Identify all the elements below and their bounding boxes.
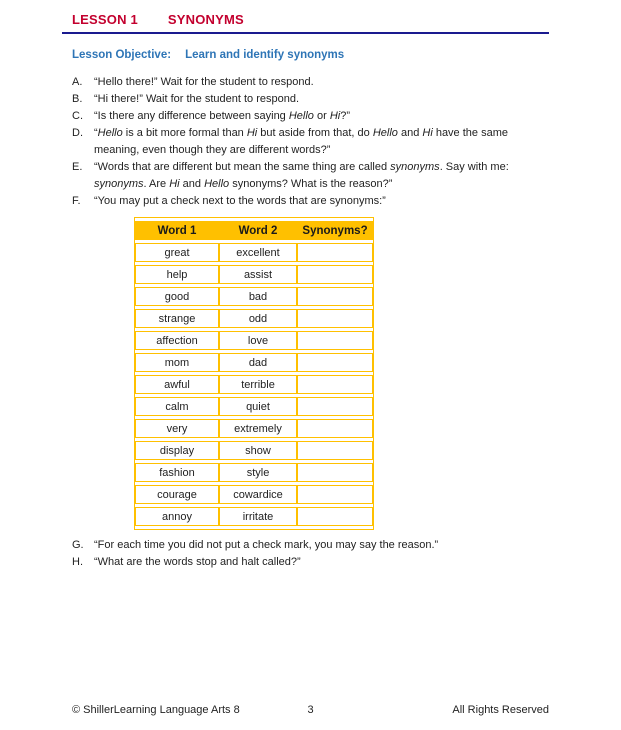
synonyms-check-cell bbox=[297, 265, 373, 284]
word-cell: courage bbox=[135, 485, 219, 504]
synonyms-table-body bbox=[135, 243, 373, 526]
table-row bbox=[135, 507, 373, 526]
list-item bbox=[72, 537, 549, 554]
word-cell: assist bbox=[219, 265, 297, 284]
lesson-objective bbox=[62, 49, 549, 61]
list-item-letter: A. bbox=[72, 76, 83, 88]
column-header-word-1: Word 1 bbox=[135, 221, 219, 240]
word-cell: calm bbox=[135, 397, 219, 416]
list-item-text: “Is there any difference between saying Hello or Hi?” bbox=[94, 110, 351, 122]
table-row bbox=[135, 485, 373, 504]
word-cell: style bbox=[219, 463, 297, 482]
lesson-page bbox=[62, 0, 549, 730]
word-cell: annoy bbox=[135, 507, 219, 526]
table-row bbox=[135, 397, 373, 416]
table-row bbox=[135, 265, 373, 284]
page-footer bbox=[62, 704, 549, 716]
synonyms-check-cell bbox=[297, 309, 373, 328]
list-item-text: “You may put a check next to the words that are synonyms:” bbox=[94, 195, 386, 207]
table-row bbox=[135, 375, 373, 394]
word-cell: mom bbox=[135, 353, 219, 372]
list-item-text: “What are the words stop and halt called?” bbox=[94, 556, 301, 568]
list-item-letter: D. bbox=[72, 127, 83, 139]
word-cell: love bbox=[219, 331, 297, 350]
word-cell: fashion bbox=[135, 463, 219, 482]
synonyms-check-cell bbox=[297, 463, 373, 482]
objective-text: Learn and identify synonyms bbox=[185, 49, 345, 61]
synonyms-check-cell bbox=[297, 419, 373, 438]
synonyms-check-cell bbox=[297, 397, 373, 416]
header-rule-divider bbox=[62, 32, 549, 34]
list-item-text: “For each time you did not put a check mark, you may say the reason.” bbox=[94, 539, 439, 551]
table-row bbox=[135, 419, 373, 438]
word-cell: dad bbox=[219, 353, 297, 372]
list-item bbox=[72, 125, 549, 159]
word-cell: help bbox=[135, 265, 219, 284]
list-item-text: “Hello there!” Wait for the student to respond. bbox=[94, 76, 314, 88]
list-item bbox=[72, 108, 549, 125]
table-row bbox=[135, 441, 373, 460]
word-cell: show bbox=[219, 441, 297, 460]
word-cell: very bbox=[135, 419, 219, 438]
table-row bbox=[135, 463, 373, 482]
word-cell: cowardice bbox=[219, 485, 297, 504]
synonyms-table bbox=[134, 217, 374, 530]
synonyms-check-cell bbox=[297, 441, 373, 460]
word-cell: extremely bbox=[219, 419, 297, 438]
synonyms-check-cell bbox=[297, 243, 373, 262]
list-item bbox=[72, 91, 549, 108]
instruction-steps bbox=[62, 74, 549, 210]
table-header-row bbox=[135, 221, 373, 240]
synonyms-table-wrap bbox=[134, 217, 549, 530]
synonyms-check-cell bbox=[297, 287, 373, 306]
synonyms-check-cell bbox=[297, 507, 373, 526]
synonyms-check-cell bbox=[297, 375, 373, 394]
word-cell: odd bbox=[219, 309, 297, 328]
column-header-synonyms-: Synonyms? bbox=[297, 221, 373, 240]
list-item-letter: B. bbox=[72, 93, 83, 105]
list-item-text: “Hello is a bit more formal than Hi but aside from that, do Hello and Hi have the same meaning, even though they are different words?” bbox=[94, 127, 508, 156]
objective-label: Lesson Objective: bbox=[72, 49, 172, 61]
synonyms-table-header bbox=[135, 221, 373, 240]
table-row bbox=[135, 309, 373, 328]
footer-copyright: © ShillerLearning Language Arts 8 bbox=[72, 704, 240, 716]
table-row bbox=[135, 243, 373, 262]
list-item-letter: E. bbox=[72, 161, 83, 173]
word-cell: excellent bbox=[219, 243, 297, 262]
list-item-letter: H. bbox=[72, 556, 83, 568]
word-cell: irritate bbox=[219, 507, 297, 526]
word-cell: terrible bbox=[219, 375, 297, 394]
lesson-number: LESSON 1 bbox=[72, 12, 138, 27]
list-item-letter: C. bbox=[72, 110, 83, 122]
synonyms-check-cell bbox=[297, 485, 373, 504]
table-row bbox=[135, 353, 373, 372]
word-cell: good bbox=[135, 287, 219, 306]
word-cell: awful bbox=[135, 375, 219, 394]
lesson-header bbox=[62, 0, 549, 27]
word-cell: great bbox=[135, 243, 219, 262]
lesson-title: SYNONYMS bbox=[167, 12, 244, 27]
list-item bbox=[72, 74, 549, 91]
table-row bbox=[135, 287, 373, 306]
instruction-steps-after bbox=[62, 537, 549, 571]
list-item-text: “Hi there!” Wait for the student to respond. bbox=[94, 93, 300, 105]
footer-page-number: 3 bbox=[307, 704, 314, 716]
list-item-letter: F. bbox=[72, 195, 81, 207]
word-cell: affection bbox=[135, 331, 219, 350]
table-row bbox=[135, 331, 373, 350]
column-header-word-2: Word 2 bbox=[219, 221, 297, 240]
word-cell: bad bbox=[219, 287, 297, 306]
word-cell: strange bbox=[135, 309, 219, 328]
list-item bbox=[72, 193, 549, 210]
word-cell: display bbox=[135, 441, 219, 460]
footer-rights: All Rights Reserved bbox=[452, 704, 549, 716]
synonyms-check-cell bbox=[297, 353, 373, 372]
list-item bbox=[72, 554, 549, 571]
list-item-letter: G. bbox=[72, 539, 84, 551]
word-cell: quiet bbox=[219, 397, 297, 416]
list-item bbox=[72, 159, 549, 193]
list-item-text: “Words that are different but mean the same thing are called synonyms. Say with me: synonyms. Are Hi and Hello synonyms? What is the reason?” bbox=[94, 161, 509, 190]
synonyms-check-cell bbox=[297, 331, 373, 350]
